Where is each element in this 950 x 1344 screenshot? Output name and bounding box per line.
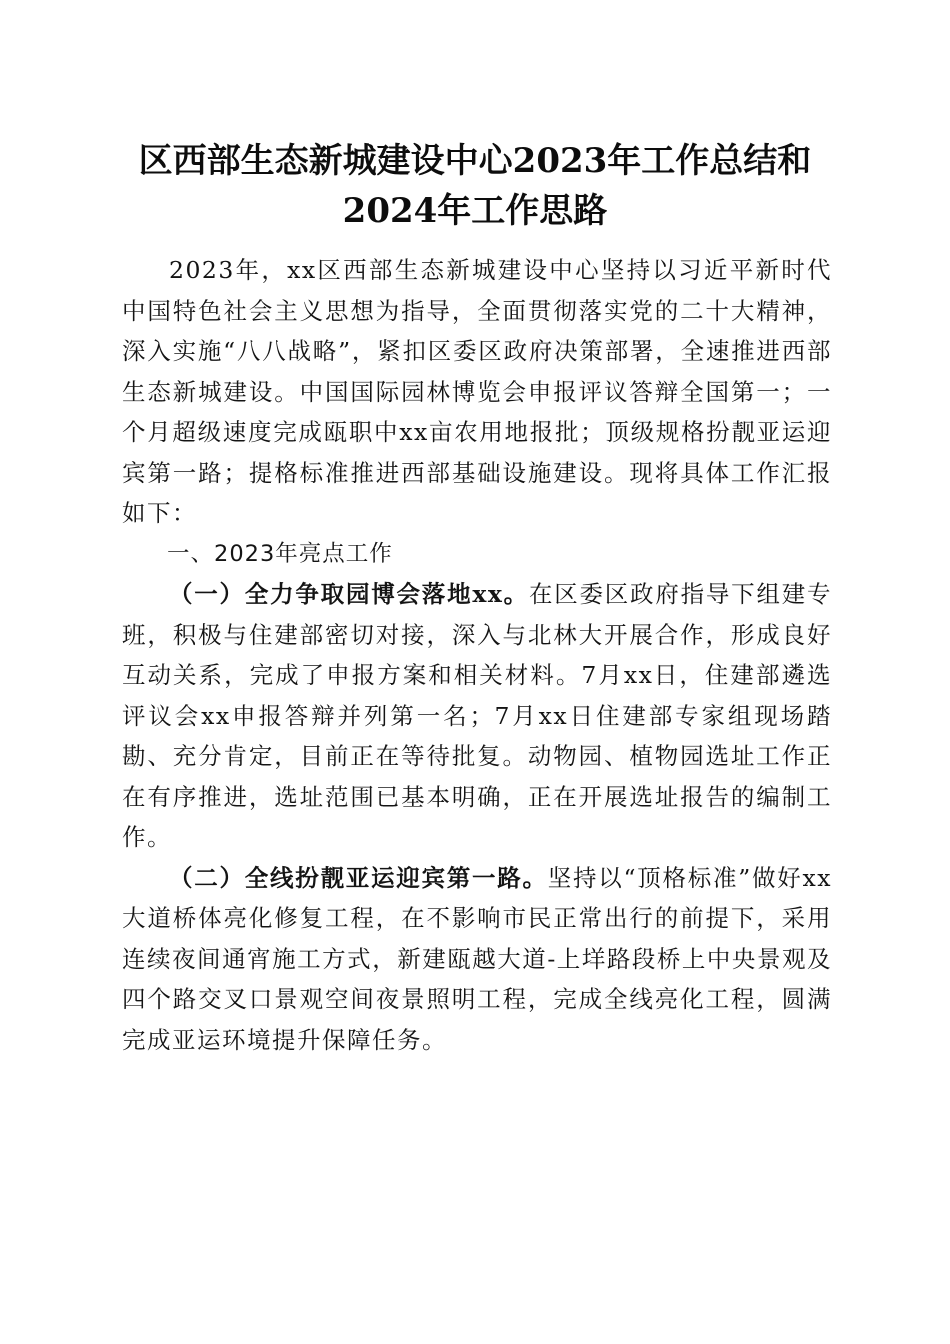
intro-paragraph: 2023年，xx区西部生态新城建设中心坚持以习近平新时代中国特色社会主义思想为指导，全面贯彻落实党的二十大精神，深入实施“八八战略”，紧扣区委区政府决策部署，全速推进西部生态新城建设。中国国际园林博览会申报评议答辩全国第一；一个月超级速度完成瓯职中xx亩农用地报批；顶级规格扮靓亚运迎宾第一路；提格标准推进西部基础设施建设。现将具体工作汇报如下： (122, 256, 832, 527)
item-1-body: 在区委区政府指导下组建专班，积极与住建部密切对接，深入与北林大开展合作，形成良好互动关系，完成了申报方案和相关材料。7月xx日，住建部遴选评议会xx申报答辩并列第一名；7月xx日住建部专家组现场踏勘、充分肯定，目前正在等待批复。动物园、植物园选址工作正在有序推进，选址范围已基本明确，正在开展选址报告的编制工作。 (122, 580, 833, 851)
section-heading: 一、2023年亮点工作 (167, 540, 393, 567)
item-1-paragraph (122, 574, 832, 858)
document-body (122, 250, 832, 1060)
item-2-paragraph (122, 858, 832, 1061)
item-2-title: （二）全线扮靓亚运迎宾第一路。 (169, 863, 548, 892)
item-2-body: 坚持以“顶格标准”做好xx大道桥体亮化修复工程，在不影响市民正常出行的前提下，采用连续夜间通宵施工方式，新建瓯越大道-上垟路段桥上中央景观及四个路交叉口景观空间夜景照明工程，完成全线亮化工程，圆满完成亚运环境提升保障任务。 (122, 863, 832, 1054)
title-line-2: 2024年工作思路 (342, 191, 608, 231)
item-1-title: （一）全力争取园博会落地xx。 (169, 580, 529, 608)
document-title (95, 136, 855, 236)
title-line-1: 区西部生态新城建设中心2023年工作总结和 (138, 141, 812, 181)
